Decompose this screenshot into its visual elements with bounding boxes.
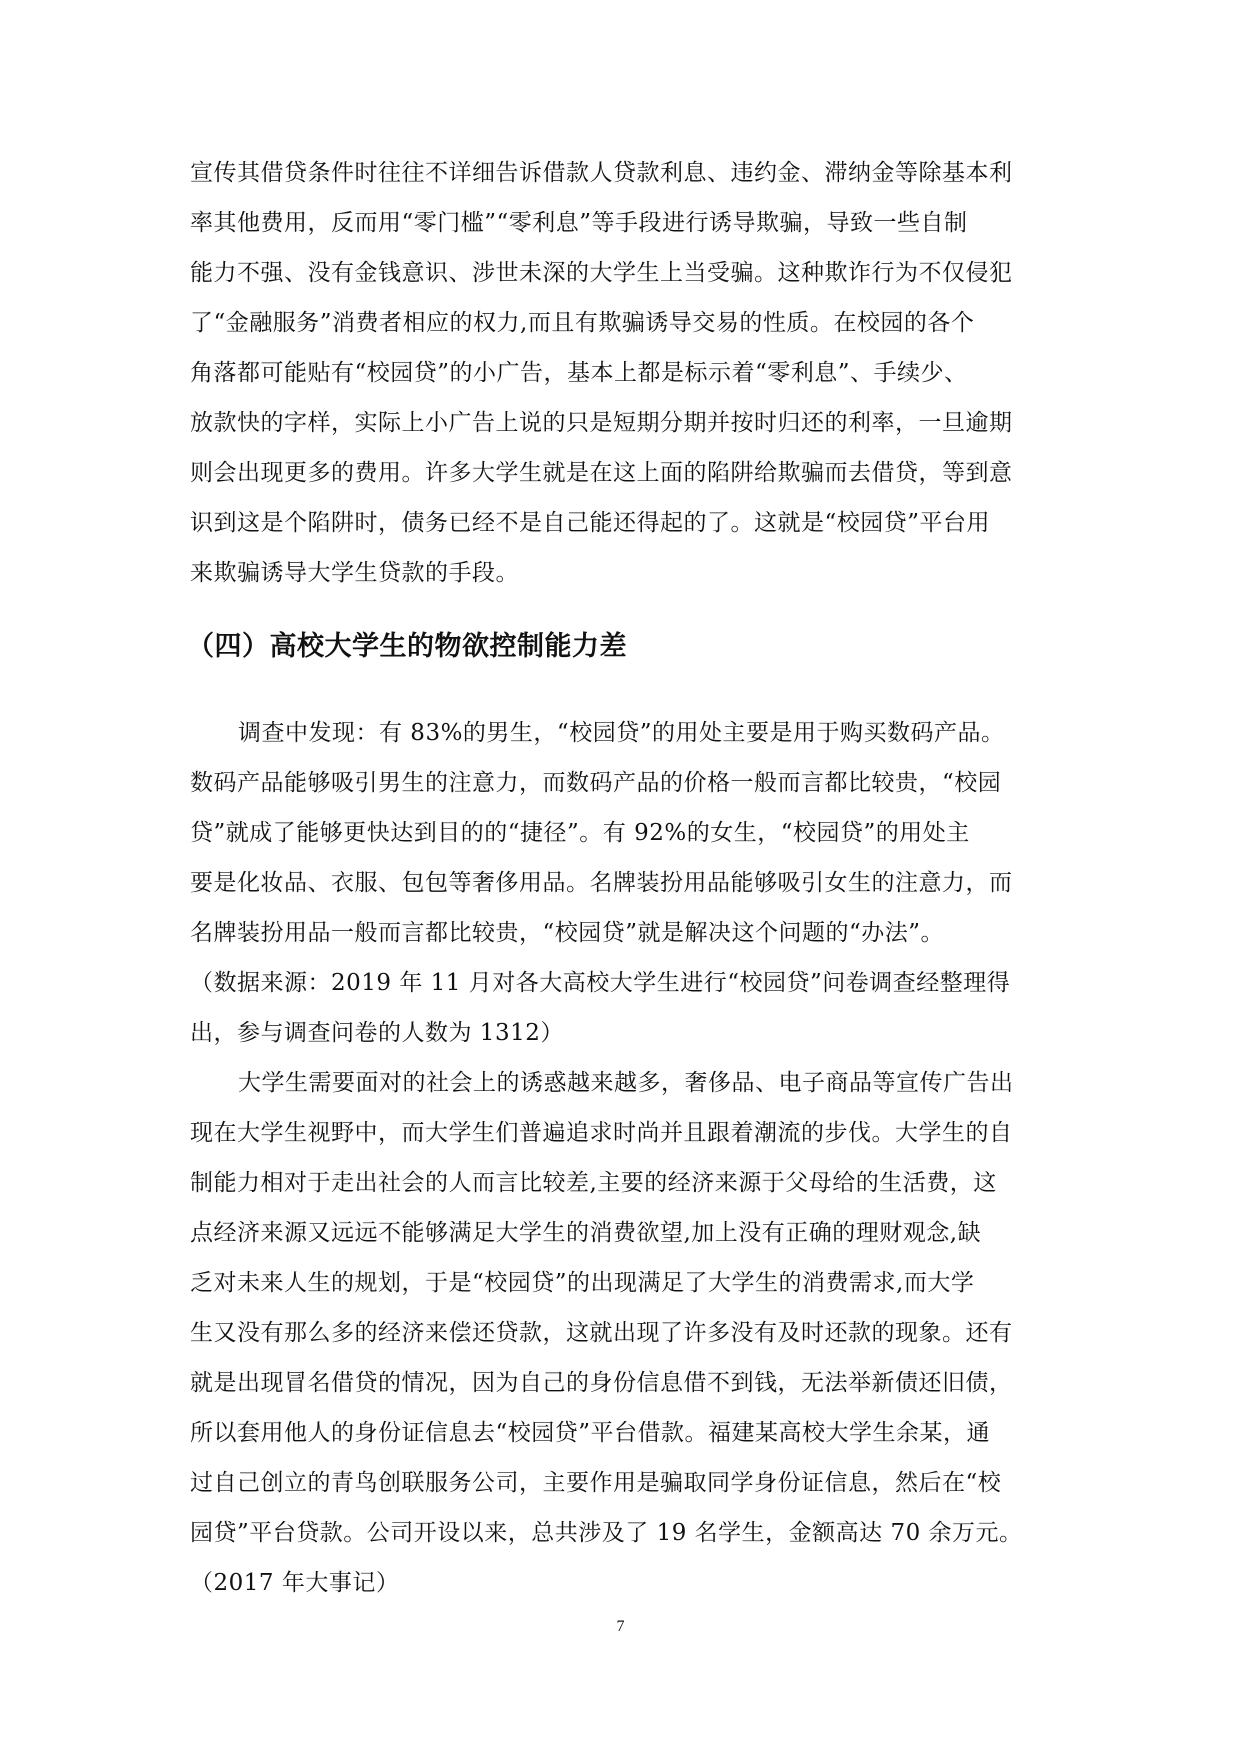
section-heading: （四）高校大学生的物欲控制能力差 bbox=[187, 631, 627, 662]
text-line: 点经济来源又远远不能够满足大学生的消费欲望,加上没有正确的理财观念,缺 bbox=[190, 1220, 982, 1246]
text-line: 现在大学生视野中，而大学生们普遍追求时尚并且跟着潮流的步伐。大学生的自 bbox=[190, 1120, 1013, 1146]
text-line: 了“金融服务”消费者相应的权力,而且有欺骗诱导交易的性质。在校园的各个 bbox=[190, 310, 975, 336]
page-number: 7 bbox=[616, 1618, 625, 1635]
text-line: 贷”就成了能够更快达到目的的“捷径”。有 92%的女生，“校园贷”的用处主 bbox=[190, 820, 970, 846]
text-line: （2017 年大事记） bbox=[190, 1570, 400, 1596]
text-line: 放款快的字样，实际上小广告上说的只是短期分期并按时归还的利率，一旦逾期 bbox=[190, 410, 1013, 436]
text-line: 数码产品能够吸引男生的注意力，而数码产品的价格一般而言都比较贵，“校园 bbox=[190, 770, 1002, 796]
text-line: 率其他费用，反而用“零门槛”“零利息”等手段进行诱导欺骗，导致一些自制 bbox=[190, 210, 968, 236]
text-line: 角落都可能贴有“校园贷”的小广告，基本上都是标示着“零利息”、手续少、 bbox=[190, 360, 968, 386]
text-line: 调查中发现：有 83%的男生，“校园贷”的用处主要是用于购买数码产品。 bbox=[238, 720, 1005, 746]
text-line: 能力不强、没有金钱意识、涉世未深的大学生上当受骗。这种欺诈行为不仅侵犯 bbox=[190, 260, 1013, 286]
text-line: 则会出现更多的费用。许多大学生就是在这上面的陷阱给欺骗而去借贷，等到意 bbox=[190, 460, 1013, 486]
text-line: 就是出现冒名借贷的情况，因为自己的身份信息借不到钱，无法举新债还旧债， bbox=[190, 1370, 1013, 1396]
text-line: 大学生需要面对的社会上的诱惑越来越多，奢侈品、电子商品等宣传广告出 bbox=[238, 1070, 1014, 1096]
text-line: 要是化妆品、衣服、包包等奢侈用品。名牌装扮用品能够吸引女生的注意力，而 bbox=[190, 870, 1013, 896]
text-line: 识到这是个陷阱时，债务已经不是自己能还得起的了。这就是“校园贷”平台用 bbox=[190, 510, 991, 536]
text-line: （数据来源：2019 年 11 月对各大高校大学生进行“校园贷”问卷调查经整理得 bbox=[190, 970, 1011, 996]
text-line: 来欺骗诱导大学生贷款的手段。 bbox=[190, 560, 519, 586]
text-line: 制能力相对于走出社会的人而言比较差,主要的经济来源于父母给的生活费，这 bbox=[190, 1170, 997, 1196]
text-line: 生又没有那么多的经济来偿还贷款，这就出现了许多没有及时还款的现象。还有 bbox=[190, 1320, 1013, 1346]
text-line: 过自己创立的青鸟创联服务公司，主要作用是骗取同学身份证信息，然后在“校 bbox=[190, 1470, 1002, 1496]
text-line: 名牌装扮用品一般而言都比较贵，“校园贷”就是解决这个问题的“办法”。 bbox=[190, 920, 945, 946]
text-line: 园贷”平台贷款。公司开设以来，总共涉及了 19 名学生，金额高达 70 余万元。 bbox=[190, 1520, 1023, 1546]
text-line: 出，参与调查问卷的人数为 1312） bbox=[190, 1020, 564, 1046]
text-line: 乏对未来人生的规划，于是“校园贷”的出现满足了大学生的消费需求,而大学 bbox=[190, 1270, 975, 1296]
text-line: 所以套用他人的身份证信息去“校园贷”平台借款。福建某高校大学生余某，通 bbox=[190, 1420, 991, 1446]
text-line: 宣传其借贷条件时往往不详细告诉借款人贷款利息、违约金、滞纳金等除基本利 bbox=[190, 160, 1013, 186]
